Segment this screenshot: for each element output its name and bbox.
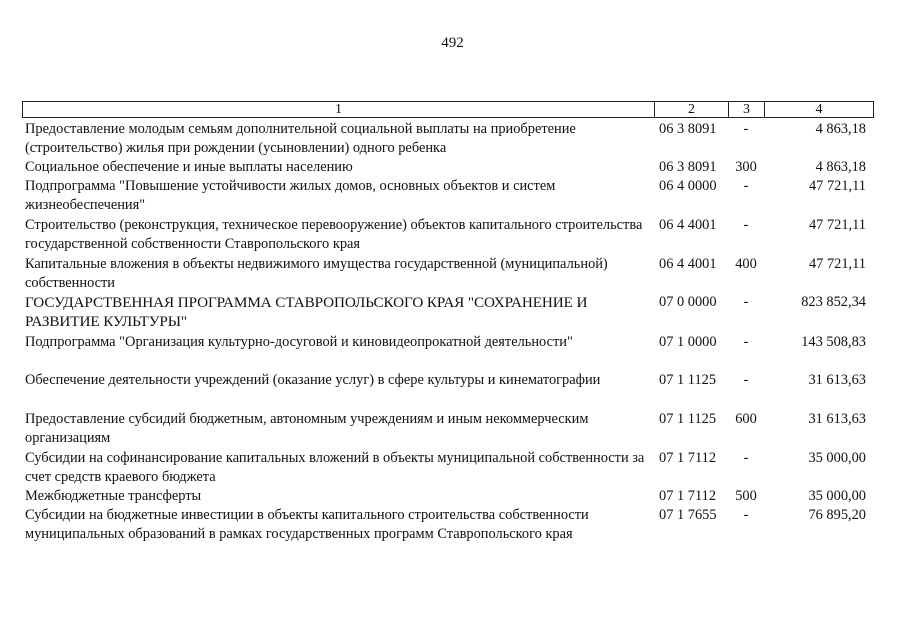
row-code: 07 1 7655 [659, 507, 717, 523]
row-name: Субсидии на бюджетные инвестиции в объекты капитального строительства собственности муниципальных образований в рамках государственных программ Ставропольского края [25, 507, 589, 542]
row-name: Предоставление молодым семьям дополнительной социальной выплаты на приобретение (строительство) жилья при рождении (усыновлении) одного ребенка [25, 121, 576, 156]
row-code: 06 4 0000 [659, 178, 717, 194]
row-expense-type: - [743, 121, 749, 137]
row-amount: 4 863,18 [815, 159, 866, 175]
table-header [22, 101, 874, 118]
row-name: Социальное обеспечение и иные выплаты населению [25, 159, 353, 175]
row-code: 06 3 8091 [659, 159, 717, 175]
row-expense-type: - [743, 294, 749, 310]
row-code: 07 0 0000 [659, 294, 717, 310]
row-name: Предоставление субсидий бюджетным, автономным учреждениям и иным некоммерческим организациям [25, 411, 589, 446]
row-expense-type: - [743, 372, 749, 388]
row-amount: 35 000,00 [808, 450, 866, 466]
row-name: Капитальные вложения в объекты недвижимого имущества государственной (муниципальной) собственности [25, 256, 608, 291]
row-amount: 31 613,63 [808, 411, 866, 427]
row-code: 06 3 8091 [659, 121, 717, 137]
row-expense-type: - [743, 334, 749, 350]
row-code: 06 4 4001 [659, 217, 717, 233]
row-expense-type: - [743, 217, 749, 233]
row-amount: 47 721,11 [808, 217, 866, 233]
row-name: ГОСУДАРСТВЕННАЯ ПРОГРАММА СТАВРОПОЛЬСКОГО КРАЯ "СОХРАНЕНИЕ И РАЗВИТИЕ КУЛЬТУРЫ" [25, 294, 588, 330]
row-expense-type: - [743, 450, 749, 466]
row-amount: 143 508,83 [801, 334, 866, 350]
row-code: 07 1 7112 [659, 488, 717, 504]
row-expense-type: 500 [735, 488, 757, 504]
row-expense-type: - [743, 507, 749, 523]
row-expense-type: 600 [735, 411, 757, 427]
row-amount: 35 000,00 [808, 488, 866, 504]
row-expense-type: - [743, 178, 749, 194]
row-amount: 823 852,34 [801, 294, 866, 310]
row-name: Межбюджетные трансферты [25, 488, 202, 504]
row-code: 07 1 0000 [659, 334, 717, 350]
row-amount: 4 863,18 [815, 121, 866, 137]
row-name: Подпрограмма "Повышение устойчивости жилых домов, основных объектов и систем жизнеобеспечения" [25, 178, 556, 213]
budget-table [22, 101, 874, 542]
row-name: Строительство (реконструкция, техническое перевооружение) объектов капитального строительства государственной собственности Ставропольского края [25, 217, 643, 252]
row-amount: 47 721,11 [808, 178, 866, 194]
header-col-3: 3 [729, 102, 765, 117]
header-col-1: 1 [23, 102, 655, 117]
row-code: 06 4 4001 [659, 256, 717, 272]
row-code: 07 1 7112 [659, 450, 717, 466]
row-name: Подпрограмма "Организация культурно-досуговой и киновидеопрокатной деятельности" [25, 334, 573, 350]
row-code: 07 1 1125 [659, 372, 717, 388]
row-amount: 76 895,20 [808, 507, 866, 523]
header-col-2: 2 [655, 102, 729, 117]
row-amount: 47 721,11 [808, 256, 866, 272]
page-number: 492 [441, 35, 464, 51]
row-expense-type: 400 [735, 256, 757, 272]
row-name: Субсидии на софинансирование капитальных вложений в объекты муниципальной собственности за счет средств краевого бюджета [25, 450, 645, 485]
row-amount: 31 613,63 [808, 372, 866, 388]
header-col-4: 4 [815, 102, 823, 117]
row-name: Обеспечение деятельности учреждений (оказание услуг) в сфере культуры и кинематографии [25, 372, 601, 388]
row-code: 07 1 1125 [659, 411, 717, 427]
row-expense-type: 300 [735, 159, 757, 175]
